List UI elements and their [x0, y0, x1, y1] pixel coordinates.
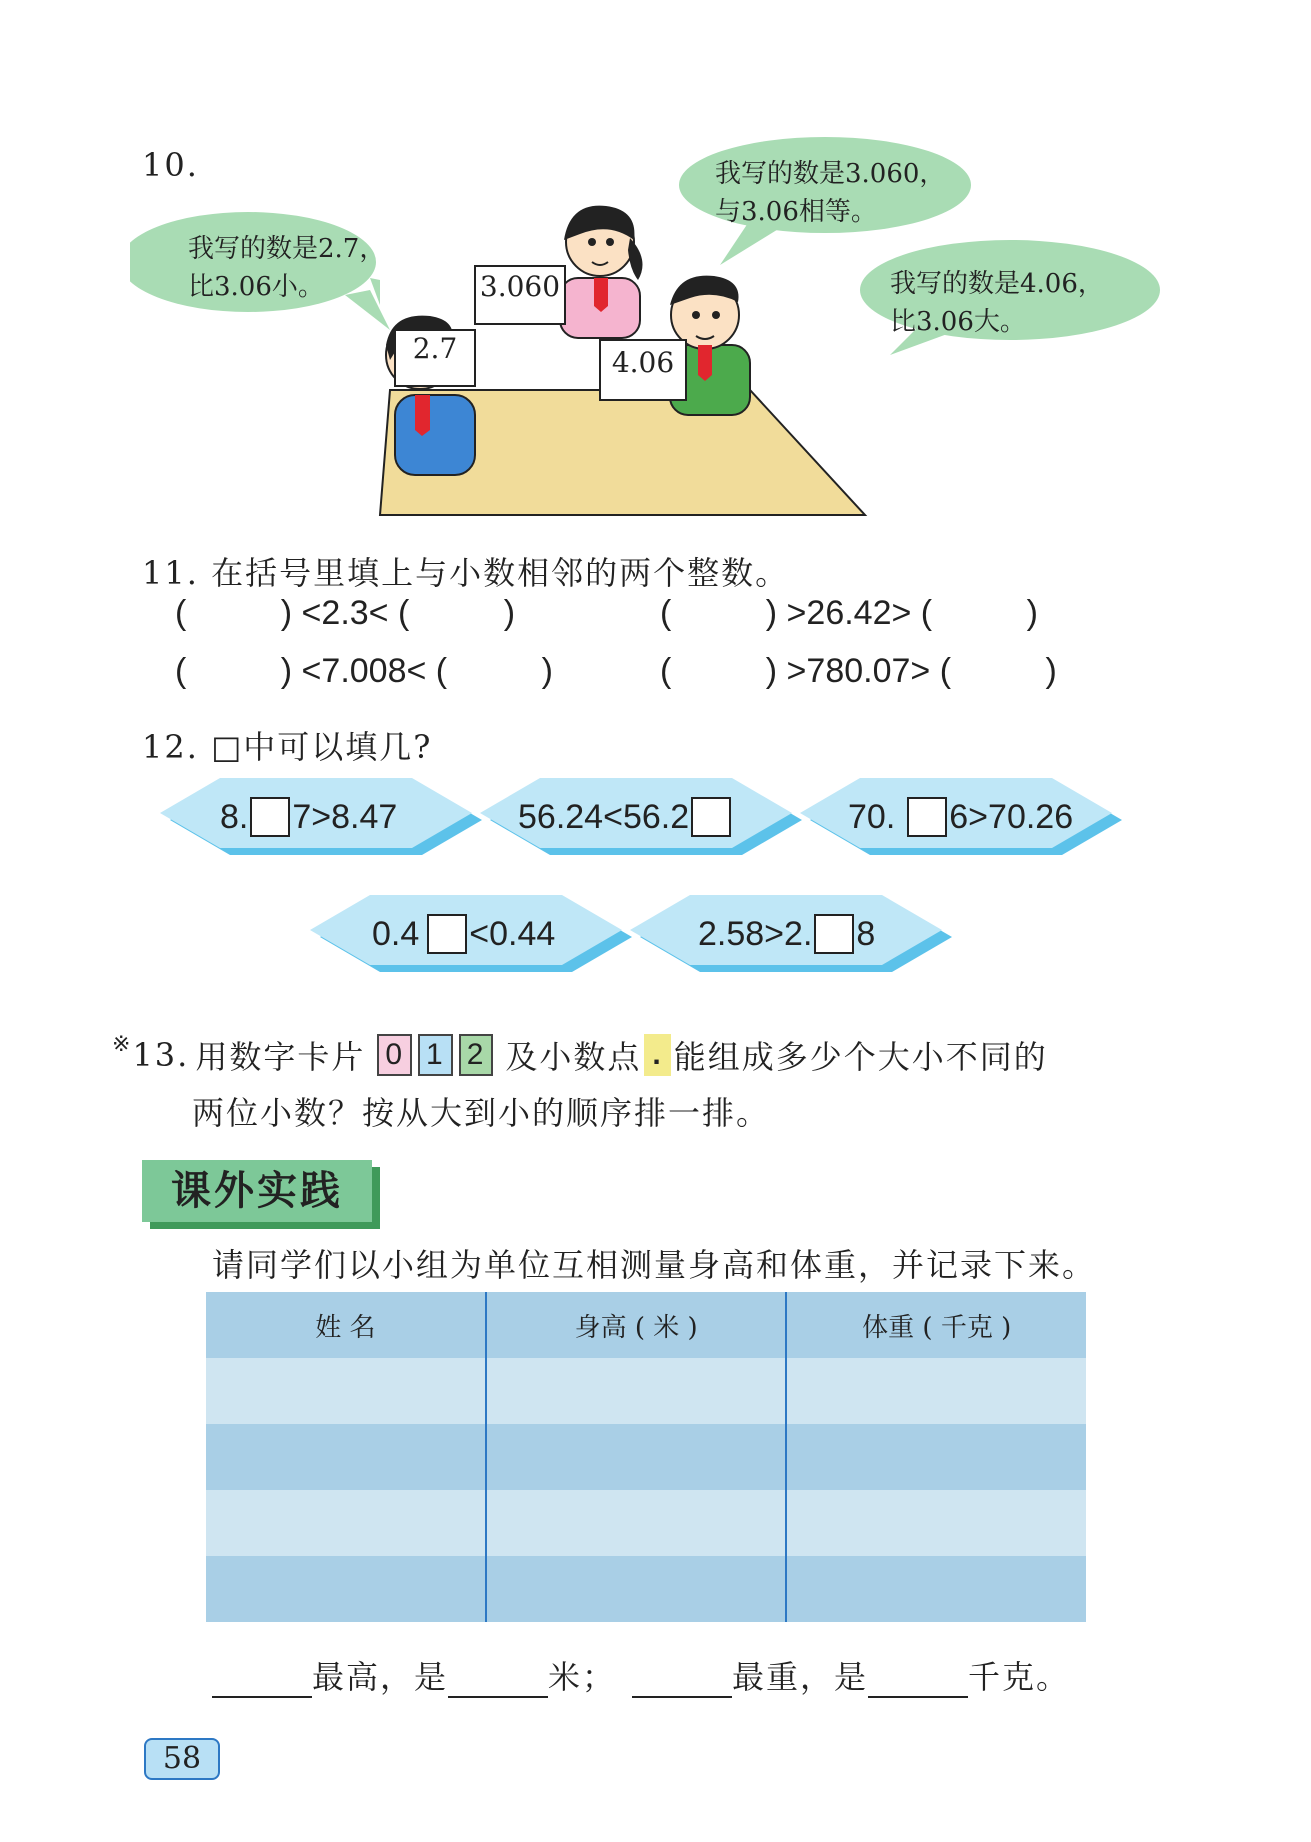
- bubble-mid-line1: 我写的数是3.060，: [715, 159, 946, 189]
- hex-5-post: 8: [856, 914, 876, 953]
- bubble-left-text: [188, 230, 385, 306]
- answer-box[interactable]: [250, 797, 290, 837]
- table-cell[interactable]: [206, 1358, 486, 1424]
- hex-2-pre: 56.24<56.2: [518, 797, 690, 836]
- table-cell[interactable]: [486, 1358, 787, 1424]
- girl-middle-figure: [560, 206, 643, 338]
- q11-row1-left: ( ) <2.3< ( ): [175, 594, 516, 632]
- q13-mark: ※: [112, 1032, 133, 1057]
- sentence-part-1: 最高，是: [312, 1658, 449, 1696]
- table-row: [206, 1556, 1086, 1622]
- header-height: 身高 ( 米 ): [486, 1292, 787, 1358]
- practice-instruction: 请同学们以小组为单位互相测量身高和体重，并记录下来。: [212, 1246, 1097, 1284]
- hex-2-text: [518, 795, 733, 839]
- table-cell[interactable]: [206, 1424, 486, 1490]
- bubble-left-line1: 我写的数是2.7，: [188, 234, 386, 264]
- q11-title: 11. 在括号里填上与小数相邻的两个整数。: [142, 554, 790, 592]
- record-table: [206, 1292, 1086, 1622]
- answer-box[interactable]: [691, 797, 731, 837]
- q13-text1c: 能组成多少个大小不同的: [673, 1038, 1048, 1076]
- answer-box[interactable]: [427, 914, 467, 954]
- hex-4-pre: 0.4: [372, 914, 420, 953]
- q12-title: 12. □中可以填几?: [142, 728, 433, 766]
- hex-1-pre: 8.: [220, 797, 249, 836]
- blank-line[interactable]: [212, 1666, 312, 1698]
- answer-box[interactable]: [814, 914, 854, 954]
- blank-line[interactable]: [448, 1666, 548, 1698]
- q13-line2: 两位小数？按从大到小的顺序排一排。: [192, 1094, 771, 1132]
- q11-row2-left: ( ) <7.008< ( ): [175, 652, 553, 690]
- hex-4-text: [372, 912, 555, 956]
- page-number: 58: [144, 1738, 220, 1780]
- practice-heading: 课外实践: [142, 1160, 372, 1222]
- hex-5-text: [698, 912, 875, 956]
- table-cell[interactable]: [786, 1490, 1086, 1556]
- hex-3-pre: 70.: [848, 797, 896, 836]
- hex-3-text: [848, 795, 1073, 839]
- table-header-row: [206, 1292, 1086, 1358]
- card-mid-text: 3.060: [479, 270, 561, 303]
- table-row: [206, 1358, 1086, 1424]
- bubble-left-line2: 比3.06小。: [188, 272, 324, 302]
- q11-row1-right: ( ) >26.42> ( ): [660, 594, 1038, 632]
- table-cell[interactable]: [486, 1490, 787, 1556]
- card-right-text: 4.06: [611, 346, 675, 379]
- table-cell[interactable]: [486, 1556, 787, 1622]
- practice-sentence: [212, 1652, 1070, 1698]
- hex-1-text: [220, 795, 397, 839]
- digit-card-0: 0: [377, 1034, 412, 1076]
- blank-line[interactable]: [868, 1666, 968, 1698]
- bubble-mid-line2: 与3.06相等。: [715, 197, 877, 227]
- header-weight: 体重 ( 千克 ): [862, 1312, 1012, 1343]
- sentence-part-4: 千克。: [968, 1658, 1071, 1696]
- table-row: [206, 1424, 1086, 1490]
- q13-line1: [112, 1032, 1048, 1078]
- sentence-part-3: 最重，是: [732, 1658, 869, 1696]
- table-cell[interactable]: [206, 1490, 486, 1556]
- table-cell[interactable]: [786, 1358, 1086, 1424]
- table-row: [206, 1490, 1086, 1556]
- digit-card-1: 1: [418, 1034, 453, 1076]
- header-name: 姓 名: [206, 1292, 486, 1358]
- hex-5-pre: 2.58>2.: [698, 914, 813, 953]
- q10-number: 10.: [142, 146, 199, 184]
- table-cell[interactable]: [486, 1424, 787, 1490]
- blank-line[interactable]: [632, 1666, 732, 1698]
- answer-box[interactable]: [907, 797, 947, 837]
- q11-row2-right: ( ) >780.07> ( ): [660, 652, 1057, 690]
- q13-number: 13.: [132, 1036, 190, 1074]
- hex-4-post: <0.44: [469, 914, 556, 953]
- q13-text1b: 及小数点: [505, 1038, 642, 1076]
- hex-1-post: 7>8.47: [292, 797, 398, 836]
- sentence-part-2: 米；: [548, 1658, 617, 1696]
- hex-3-post: 6>70.26: [949, 797, 1074, 836]
- bubble-right-line2: 比3.06大。: [890, 307, 1026, 337]
- card-left-text: 2.7: [412, 332, 458, 365]
- bubble-right-text: [890, 265, 1104, 341]
- table-cell[interactable]: [206, 1556, 486, 1622]
- q13-text1a: 用数字卡片: [195, 1038, 366, 1076]
- decimal-point-card: .: [644, 1034, 670, 1076]
- table-cell[interactable]: [786, 1424, 1086, 1490]
- bubble-mid-text: [715, 155, 945, 231]
- digit-card-2: 2: [459, 1034, 494, 1076]
- bubble-right-line1: 我写的数是4.06，: [890, 269, 1104, 299]
- table-cell[interactable]: [786, 1556, 1086, 1622]
